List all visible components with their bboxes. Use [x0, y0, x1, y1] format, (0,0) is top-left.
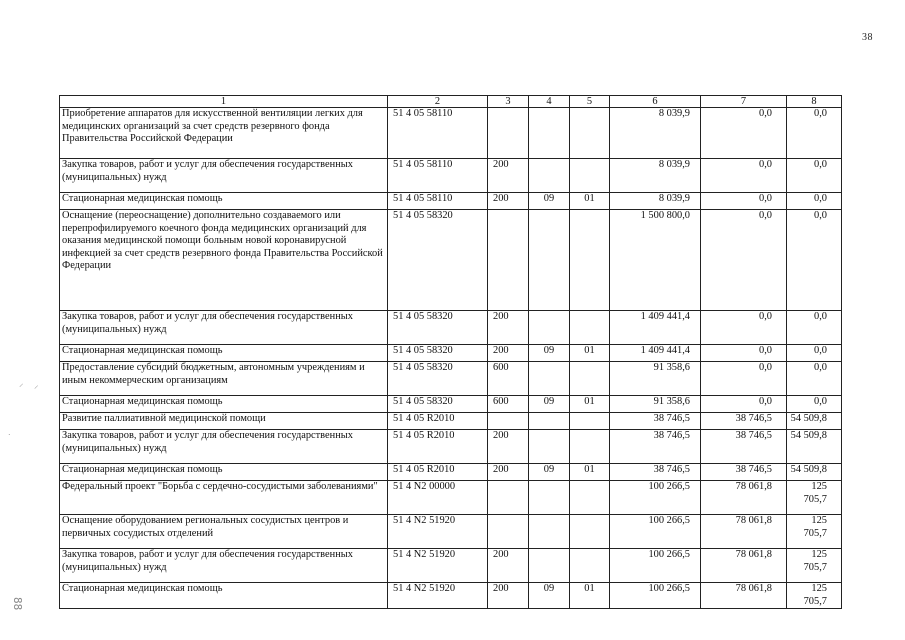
section-cell: [529, 481, 570, 515]
section-cell: 09: [529, 583, 570, 609]
amount-col7-cell: 78 061,8: [701, 481, 787, 515]
target-code-cell: 51 4 N2 00000: [388, 481, 488, 515]
subsection-cell: [570, 210, 610, 311]
table-row: [60, 311, 842, 345]
amount-col8-cell: 125 705,7: [787, 515, 842, 549]
expense-type-cell: 600: [488, 362, 529, 396]
table-row: [60, 396, 842, 413]
table-body: [60, 96, 842, 609]
amount-col8-cell: 0,0: [787, 210, 842, 311]
amount-col8-cell: 0,0: [787, 396, 842, 413]
section-cell: [529, 108, 570, 159]
section-cell: 09: [529, 345, 570, 362]
subsection-cell: 01: [570, 464, 610, 481]
amount-col7-cell: 78 061,8: [701, 583, 787, 609]
amount-col6-cell: 38 746,5: [610, 464, 701, 481]
row-name-cell: Закупка товаров, работ и услуг для обеспечения государственных (муниципальных) нужд: [60, 430, 388, 464]
section-cell: 09: [529, 396, 570, 413]
table-row: [60, 430, 842, 464]
section-cell: [529, 159, 570, 193]
section-cell: [529, 210, 570, 311]
table-row: [60, 583, 842, 609]
subsection-cell: [570, 481, 610, 515]
amount-col7-cell: 0,0: [701, 362, 787, 396]
amount-col8-cell: 54 509,8: [787, 430, 842, 464]
subsection-cell: 01: [570, 345, 610, 362]
table-row: [60, 413, 842, 430]
expense-type-cell: 200: [488, 549, 529, 583]
amount-col7-cell: 38 746,5: [701, 464, 787, 481]
amount-col8-cell: 0,0: [787, 311, 842, 345]
subsection-cell: 01: [570, 583, 610, 609]
amount-col6-cell: 100 266,5: [610, 549, 701, 583]
target-code-cell: 51 4 05 58320: [388, 345, 488, 362]
amount-col8-cell: 0,0: [787, 345, 842, 362]
target-code-cell: 51 4 05 R2010: [388, 464, 488, 481]
expense-type-cell: 200: [488, 464, 529, 481]
table-row: [60, 549, 842, 583]
row-name-cell: Стационарная медицинская помощь: [60, 345, 388, 362]
target-code-cell: 51 4 05 58320: [388, 210, 488, 311]
section-cell: [529, 430, 570, 464]
target-code-cell: 51 4 N2 51920: [388, 583, 488, 609]
amount-col7-cell: 0,0: [701, 210, 787, 311]
margin-scan-mark: ⸍: [19, 383, 24, 393]
amount-col6-cell: 1 409 441,4: [610, 345, 701, 362]
target-code-cell: 51 4 05 58110: [388, 159, 488, 193]
target-code-cell: 51 4 05 58320: [388, 311, 488, 345]
target-code-cell: 51 4 05 R2010: [388, 413, 488, 430]
target-code-cell: 51 4 05 58320: [388, 362, 488, 396]
column-header-4: 4: [529, 96, 570, 108]
amount-col7-cell: 0,0: [701, 396, 787, 413]
amount-col6-cell: 100 266,5: [610, 515, 701, 549]
section-cell: 09: [529, 193, 570, 210]
subsection-cell: 01: [570, 396, 610, 413]
budget-table: [59, 95, 842, 609]
column-header-1: 1: [60, 96, 388, 108]
amount-col6-cell: 8 039,9: [610, 159, 701, 193]
expense-type-cell: [488, 481, 529, 515]
amount-col8-cell: 0,0: [787, 362, 842, 396]
expense-type-cell: [488, 210, 529, 311]
amount-col6-cell: 91 358,6: [610, 362, 701, 396]
margin-stamp: 88: [11, 597, 24, 611]
table-row: [60, 464, 842, 481]
page-number: 38: [862, 32, 873, 43]
table-row: [60, 481, 842, 515]
section-cell: [529, 311, 570, 345]
subsection-cell: [570, 311, 610, 345]
expense-type-cell: [488, 515, 529, 549]
header-row: [60, 96, 842, 108]
amount-col7-cell: 38 746,5: [701, 430, 787, 464]
expense-type-cell: 200: [488, 430, 529, 464]
column-header-5: 5: [570, 96, 610, 108]
margin-scan-mark: .: [8, 428, 11, 437]
row-name-cell: Федеральный проект "Борьба с сердечно-сосудистыми заболеваниями": [60, 481, 388, 515]
row-name-cell: Оснащение оборудованием региональных сосудистых центров и первичных сосудистых отделений: [60, 515, 388, 549]
expense-type-cell: 600: [488, 396, 529, 413]
subsection-cell: [570, 159, 610, 193]
amount-col8-cell: 0,0: [787, 108, 842, 159]
row-name-cell: Стационарная медицинская помощь: [60, 396, 388, 413]
target-code-cell: 51 4 N2 51920: [388, 515, 488, 549]
expense-type-cell: 200: [488, 159, 529, 193]
row-name-cell: Приобретение аппаратов для искусственной вентиляции легких для медицинских организаций за счет средств резервного фонда Правительства Российской Федерации: [60, 108, 388, 159]
amount-col6-cell: 1 500 800,0: [610, 210, 701, 311]
amount-col7-cell: 0,0: [701, 345, 787, 362]
row-name-cell: Стационарная медицинская помощь: [60, 464, 388, 481]
amount-col7-cell: 0,0: [701, 159, 787, 193]
amount-col6-cell: 38 746,5: [610, 430, 701, 464]
subsection-cell: [570, 413, 610, 430]
table-row: [60, 345, 842, 362]
table-row: [60, 108, 842, 159]
amount-col6-cell: 8 039,9: [610, 193, 701, 210]
amount-col7-cell: 38 746,5: [701, 413, 787, 430]
subsection-cell: 01: [570, 193, 610, 210]
table-row: [60, 515, 842, 549]
subsection-cell: [570, 108, 610, 159]
table-row: [60, 159, 842, 193]
amount-col6-cell: 38 746,5: [610, 413, 701, 430]
section-cell: [529, 413, 570, 430]
target-code-cell: 51 4 05 58110: [388, 193, 488, 210]
amount-col8-cell: 125 705,7: [787, 549, 842, 583]
expense-type-cell: 200: [488, 345, 529, 362]
row-name-cell: Предоставление субсидий бюджетным, автономным учреждениям и иным некоммерческим организациям: [60, 362, 388, 396]
expense-type-cell: [488, 413, 529, 430]
column-header-2: 2: [388, 96, 488, 108]
row-name-cell: Закупка товаров, работ и услуг для обеспечения государственных (муниципальных) нужд: [60, 159, 388, 193]
target-code-cell: 51 4 05 58110: [388, 108, 488, 159]
table-row: [60, 210, 842, 311]
amount-col8-cell: 54 509,8: [787, 464, 842, 481]
row-name-cell: Стационарная медицинская помощь: [60, 583, 388, 609]
subsection-cell: [570, 549, 610, 583]
subsection-cell: [570, 362, 610, 396]
table-row: [60, 362, 842, 396]
expense-type-cell: 200: [488, 193, 529, 210]
amount-col6-cell: 1 409 441,4: [610, 311, 701, 345]
section-cell: 09: [529, 464, 570, 481]
row-name-cell: Развитие паллиативной медицинской помощи: [60, 413, 388, 430]
column-header-8: 8: [787, 96, 842, 108]
subsection-cell: [570, 515, 610, 549]
margin-scan-mark: ⸝: [34, 381, 39, 391]
expense-type-cell: [488, 108, 529, 159]
amount-col8-cell: 0,0: [787, 193, 842, 210]
target-code-cell: 51 4 05 58320: [388, 396, 488, 413]
amount-col6-cell: 91 358,6: [610, 396, 701, 413]
section-cell: [529, 362, 570, 396]
target-code-cell: 51 4 05 R2010: [388, 430, 488, 464]
row-name-cell: Оснащение (переоснащение) дополнительно создаваемого или перепрофилируемого коечного фонда медицинских организаций для оказания медицинской помощи больным новой коронавирусной инфекцией за счет средств резервного фонда Правительства Российской Федерации: [60, 210, 388, 311]
column-header-3: 3: [488, 96, 529, 108]
amount-col7-cell: 0,0: [701, 311, 787, 345]
section-cell: [529, 515, 570, 549]
column-header-7: 7: [701, 96, 787, 108]
expense-type-cell: 200: [488, 583, 529, 609]
amount-col7-cell: 0,0: [701, 193, 787, 210]
amount-col8-cell: 0,0: [787, 159, 842, 193]
row-name-cell: Закупка товаров, работ и услуг для обеспечения государственных (муниципальных) нужд: [60, 311, 388, 345]
amount-col6-cell: 100 266,5: [610, 481, 701, 515]
expense-type-cell: 200: [488, 311, 529, 345]
amount-col7-cell: 0,0: [701, 108, 787, 159]
row-name-cell: Стационарная медицинская помощь: [60, 193, 388, 210]
amount-col8-cell: 125 705,7: [787, 481, 842, 515]
target-code-cell: 51 4 N2 51920: [388, 549, 488, 583]
subsection-cell: [570, 430, 610, 464]
section-cell: [529, 549, 570, 583]
table-row: [60, 193, 842, 210]
amount-col7-cell: 78 061,8: [701, 549, 787, 583]
amount-col6-cell: 8 039,9: [610, 108, 701, 159]
column-header-6: 6: [610, 96, 701, 108]
amount-col6-cell: 100 266,5: [610, 583, 701, 609]
amount-col7-cell: 78 061,8: [701, 515, 787, 549]
row-name-cell: Закупка товаров, работ и услуг для обеспечения государственных (муниципальных) нужд: [60, 549, 388, 583]
amount-col8-cell: 54 509,8: [787, 413, 842, 430]
amount-col8-cell: 125 705,7: [787, 583, 842, 609]
